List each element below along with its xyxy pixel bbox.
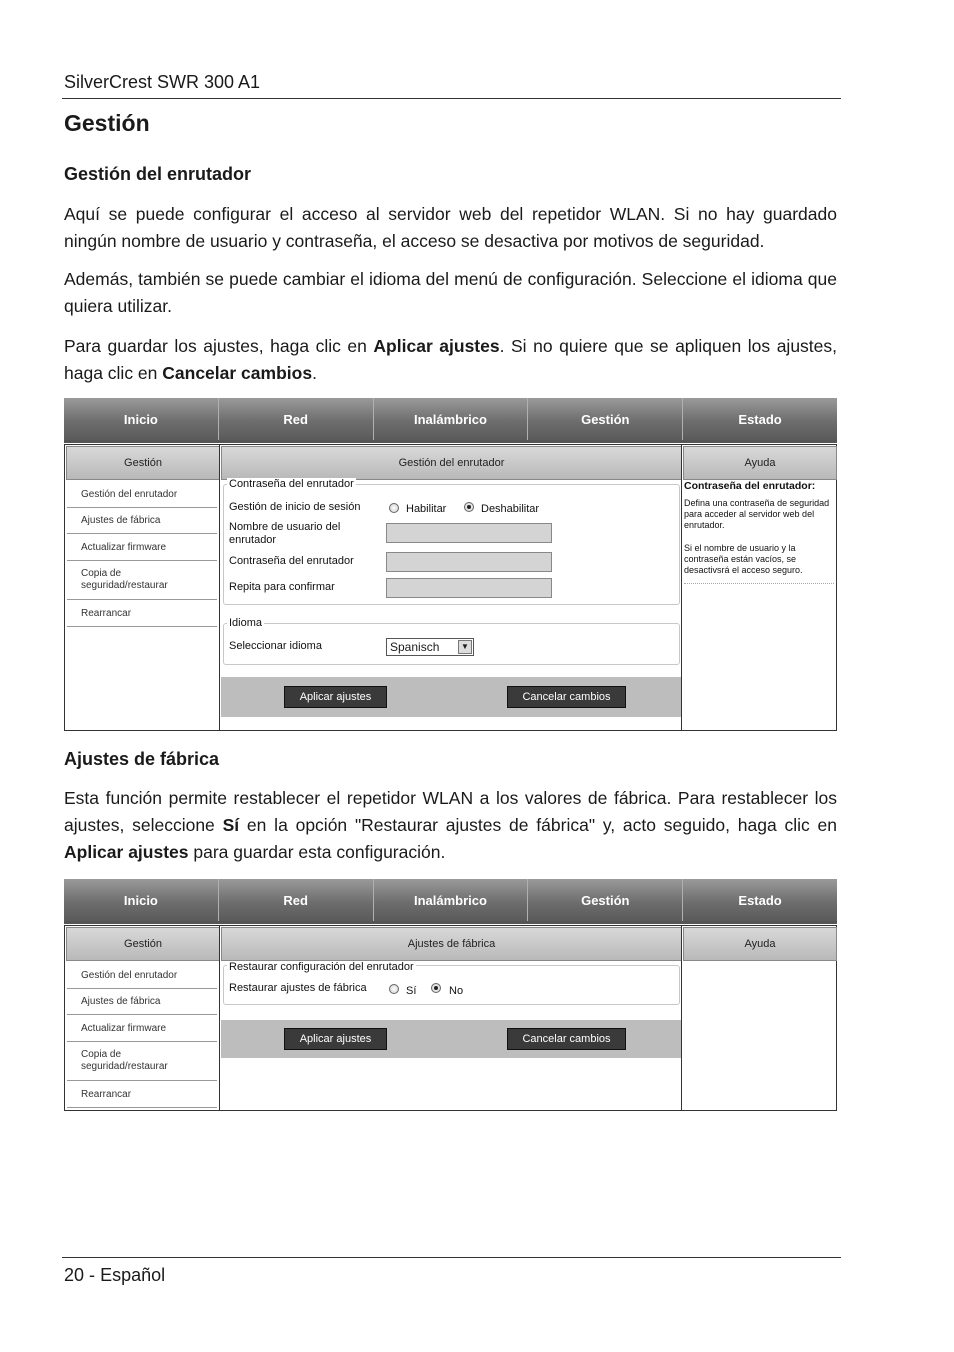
router-password-label: Contraseña del enrutador (229, 555, 354, 567)
sidebar-item-copia-seguridad[interactable]: Copia de seguridad/restaurar (67, 1042, 217, 1081)
help-divider (684, 583, 834, 584)
sidebar-item-rearrancar[interactable]: Rearrancar (67, 1081, 217, 1108)
help-text-2: Si el nombre de usuario y la contraseña están vacíos, se desactivsrá el acceso seguro. (684, 543, 803, 575)
radio-no-label: No (449, 985, 464, 997)
top-nav-2 (64, 879, 837, 924)
cancel-changes-button[interactable]: Cancelar cambios (507, 1028, 626, 1050)
nav-red[interactable]: Red (219, 879, 374, 921)
nav-red[interactable]: Red (219, 398, 374, 440)
radio-deshabilitar[interactable] (464, 502, 474, 512)
footer-language: Español (100, 1265, 166, 1285)
password-legend: Contraseña del enrutador (229, 478, 354, 490)
nav-estado[interactable]: Estado (738, 892, 782, 908)
radio-no[interactable] (431, 983, 441, 993)
sidebar-title: Gestión (66, 446, 220, 480)
paragraph-language: Además, también se puede cambiar el idioma del menú de configuración. Seleccione el idioma que quiera utilizar. (64, 269, 837, 316)
document-header: SilverCrest SWR 300 A1 (64, 72, 261, 92)
select-language-label: Seleccionar idioma (229, 640, 322, 652)
sidebar-item-gestion-enrutador[interactable]: Gestión del enrutador (67, 962, 217, 989)
subsection-title-factory: Ajustes de fábrica (64, 749, 220, 769)
nav-inicio[interactable]: Inicio (64, 879, 219, 921)
confirm-password-field[interactable] (386, 578, 552, 598)
nav-estado[interactable]: Estado (738, 411, 782, 427)
sidebar-item-copia-seguridad[interactable]: Copia de seguridad/restaurar (67, 561, 217, 600)
radio-habilitar-label: Habilitar (406, 503, 447, 515)
nav-inicio[interactable]: Inicio (64, 398, 219, 440)
nav-inalambrico[interactable]: Inalámbrico (374, 398, 529, 440)
footer-separator: - (89, 1265, 96, 1285)
subsection-title-router: Gestión del enrutador (64, 164, 252, 184)
sidebar-item-rearrancar[interactable]: Rearrancar (67, 600, 217, 627)
sidebar (64, 444, 220, 731)
section-title: Gestión (64, 110, 150, 136)
sidebar-item-actualizar-firmware[interactable]: Actualizar firmware (67, 534, 217, 561)
apply-settings-button[interactable]: Aplicar ajustes (284, 1028, 387, 1050)
radio-habilitar[interactable] (389, 503, 399, 513)
help-panel-2 (681, 925, 837, 1111)
router-ui-screenshot-2 (64, 879, 837, 1111)
nav-inalambrico[interactable]: Inalámbrico (374, 879, 529, 921)
main-title: Ajustes de fábrica (221, 927, 682, 961)
main-content-2 (219, 925, 682, 1111)
sidebar-title: Gestión (66, 927, 220, 961)
page-footer (64, 1265, 165, 1286)
restore-legend: Restaurar configuración del enrutador (229, 961, 414, 973)
radio-deshabilitar-label: Deshabilitar (481, 503, 540, 515)
restore-label: Restaurar ajustes de fábrica (229, 982, 367, 994)
sidebar-item-ajustes-fabrica[interactable]: Ajustes de fábrica (67, 989, 217, 1015)
paragraph-factory: Esta función permite restablecer el repetidor WLAN a los valores de fábrica. Para restablecer los ajustes, seleccione Sí en la opción "Restaurar ajustes de fábrica" y, acto seguido, haga clic en Aplicar ajustes para guardar esta configuración. (64, 788, 837, 862)
help-title: Ayuda (683, 446, 837, 480)
radio-si[interactable] (389, 984, 399, 994)
language-legend: Idioma (229, 617, 263, 629)
chevron-down-icon: ▼ (458, 640, 472, 654)
username-field[interactable] (386, 523, 552, 543)
paragraph-intro: Aquí se puede configurar el acceso al servidor web del repetidor WLAN. Si no hay guardado ningún nombre de usuario y contraseña, el acceso se desactiva por motivos de seguridad. (64, 204, 837, 251)
top-nav (64, 398, 837, 443)
header-rule (62, 98, 841, 99)
sidebar-item-actualizar-firmware[interactable]: Actualizar firmware (67, 1015, 217, 1042)
nav-gestion[interactable]: Gestión (528, 879, 683, 921)
help-text-1: Defina una contraseña de seguridad para acceder al servidor web del enrutador. (684, 498, 830, 530)
radio-si-label: Sí (406, 985, 417, 997)
apply-settings-button[interactable]: Aplicar ajustes (284, 686, 387, 708)
router-password-field[interactable] (386, 552, 552, 572)
sidebar-item-gestion-enrutador[interactable]: Gestión del enrutador (67, 481, 217, 508)
help-heading: Contraseña del enrutador: (684, 480, 816, 492)
sidebar-2 (64, 925, 220, 1111)
sidebar-item-ajustes-fabrica[interactable]: Ajustes de fábrica (67, 508, 217, 534)
page-number: 20 (64, 1265, 85, 1285)
router-ui-screenshot-1 (64, 398, 837, 731)
confirm-password-label: Repita para confirmar (229, 581, 335, 593)
login-management-label: Gestión de inicio de sesión (229, 501, 361, 513)
cancel-changes-button[interactable]: Cancelar cambios (507, 686, 626, 708)
footer-rule (62, 1257, 841, 1258)
paragraph-save: Para guardar los ajustes, haga clic en Aplicar ajustes. Si no quiere que se apliquen los ajustes, haga clic en Cancelar cambios. (64, 336, 838, 383)
main-content (219, 444, 682, 731)
language-select-value: Spanisch (390, 640, 440, 654)
language-select[interactable] (386, 638, 474, 656)
main-title: Gestión del enrutador (221, 446, 682, 480)
username-label: Nombre de usuario del enrutador (229, 521, 341, 546)
nav-gestion[interactable]: Gestión (528, 398, 683, 440)
help-panel (681, 444, 837, 731)
help-title: Ayuda (683, 927, 837, 961)
